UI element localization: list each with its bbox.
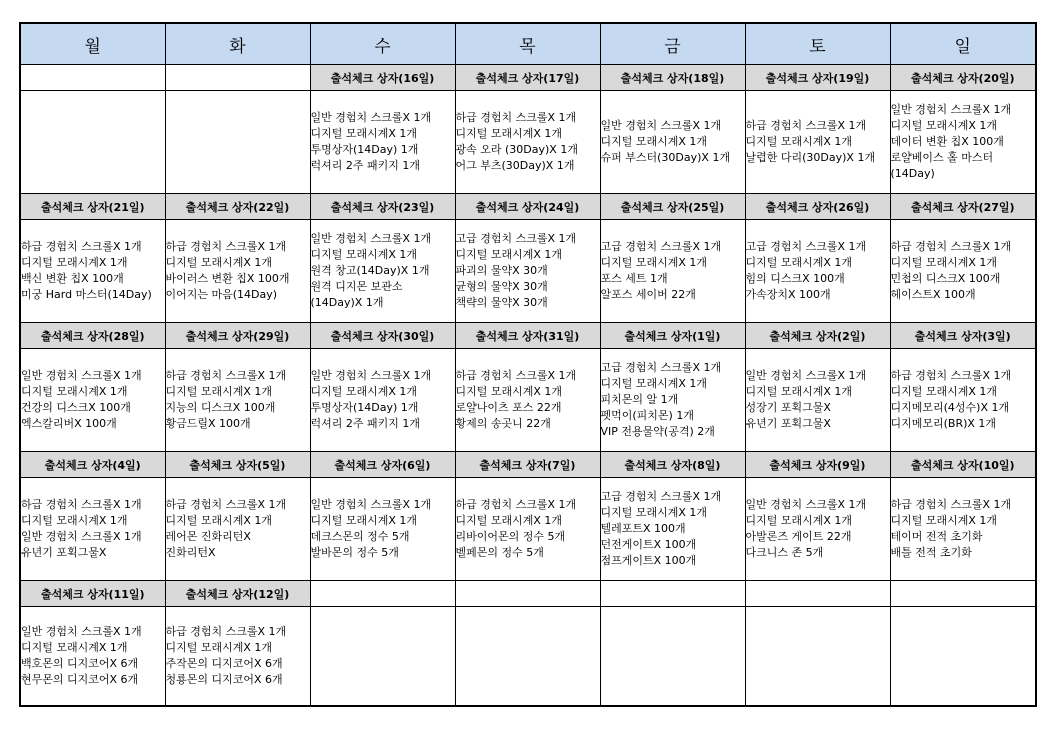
reward-item: 하급 경험치 스크롤X 1개: [21, 240, 142, 253]
reward-item: 발바몬의 정수 5개: [310, 546, 399, 559]
reward-list-cell: [310, 478, 455, 581]
reward-item: 디지털 모래시계X 1개: [455, 127, 563, 140]
reward-item: 포스 세트 1개: [600, 272, 668, 285]
attendance-box-label: 출석체크 상자(3일): [890, 323, 1036, 349]
reward-item: 일반 경험치 스크롤X 1개: [600, 119, 722, 132]
empty-label-cell: [890, 581, 1036, 607]
reward-list-cell: [745, 478, 890, 581]
reward-item: 데크스몬의 정수 5개: [310, 530, 410, 543]
reward-item: 하급 경험치 스크롤X 1개: [455, 111, 577, 124]
reward-item: 고급 경험치 스크롤X 1개: [600, 240, 722, 253]
reward-item: 레어몬 진화리턴X: [165, 530, 251, 543]
reward-item: 미궁 Hard 마스터(14Day): [21, 288, 152, 301]
reward-item: (14Day)X 1개: [310, 296, 384, 309]
reward-item: 어그 부츠(30Day)X 1개: [455, 159, 575, 172]
reward-list-cell: [455, 91, 600, 194]
attendance-calendar-table: [19, 22, 1037, 707]
reward-item: 지능의 디스크X 100개: [165, 401, 276, 414]
attendance-box-label: 출석체크 상자(23일): [310, 194, 455, 220]
empty-label-cell: [165, 65, 310, 91]
reward-item: 아발론즈 게이트 22개: [745, 530, 852, 543]
reward-list-cell: [165, 220, 310, 323]
week-content-row: [20, 478, 1036, 581]
empty-day-cell: [890, 607, 1036, 707]
reward-item: 디지털 모래시계X 1개: [165, 514, 273, 527]
reward-list-cell: [745, 349, 890, 452]
attendance-box-label: 출석체크 상자(18일): [600, 65, 745, 91]
reward-item: 로얄베이스 홀 마스터: [890, 151, 994, 164]
reward-list-cell: [600, 478, 745, 581]
reward-item: 고급 경험치 스크롤X 1개: [745, 240, 867, 253]
reward-item: 투명상자(14Day) 1개: [310, 401, 419, 414]
reward-list-cell: [455, 478, 600, 581]
week-label-row: [20, 65, 1036, 91]
weekday-header-thu: 목: [455, 23, 600, 65]
reward-item: 텔레포트X 100개: [600, 522, 686, 535]
reward-item: 디지털 모래시계X 1개: [600, 506, 708, 519]
attendance-box-label: 출석체크 상자(22일): [165, 194, 310, 220]
reward-item: 광속 오라 (30Day)X 1개: [455, 143, 578, 156]
attendance-box-label: 출석체크 상자(16일): [310, 65, 455, 91]
empty-day-cell: [165, 91, 310, 194]
reward-item: 럭셔리 2주 패키지 1개: [310, 159, 420, 172]
reward-item: 디지털 모래시계X 1개: [600, 256, 708, 269]
reward-item: 디지털 모래시계X 1개: [310, 127, 418, 140]
attendance-box-label: 출석체크 상자(31일): [455, 323, 600, 349]
reward-item: 일반 경험치 스크롤X 1개: [310, 232, 432, 245]
attendance-box-label: 출석체크 상자(6일): [310, 452, 455, 478]
reward-item: 일반 경험치 스크롤X 1개: [745, 369, 867, 382]
reward-list-cell: [600, 91, 745, 194]
weekday-header-tue: 화: [165, 23, 310, 65]
weekday-header-sun: 일: [890, 23, 1036, 65]
attendance-box-label: 출석체크 상자(21일): [20, 194, 165, 220]
empty-label-cell: [455, 581, 600, 607]
reward-item: 하급 경험치 스크롤X 1개: [165, 625, 287, 638]
reward-item: 디지털 모래시계X 1개: [455, 385, 563, 398]
reward-list-cell: [890, 220, 1036, 323]
week-content-row: [20, 349, 1036, 452]
reward-list-cell: [890, 349, 1036, 452]
reward-item: 책략의 물약X 30개: [455, 296, 548, 309]
attendance-box-label: 출석체크 상자(9일): [745, 452, 890, 478]
weekday-header-wed: 수: [310, 23, 455, 65]
attendance-box-label: 출석체크 상자(12일): [165, 581, 310, 607]
reward-item: 가속장치X 100개: [745, 288, 831, 301]
reward-item: (14Day): [890, 167, 935, 180]
reward-item: 고급 경험치 스크롤X 1개: [455, 232, 577, 245]
reward-list-cell: [455, 220, 600, 323]
reward-item: 디지털 모래시계X 1개: [890, 514, 998, 527]
attendance-box-label: 출석체크 상자(25일): [600, 194, 745, 220]
reward-item: 파괴의 물약X 30개: [455, 264, 548, 277]
reward-item: 진화리턴X: [165, 546, 216, 559]
reward-item: 일반 경험치 스크롤X 1개: [890, 103, 1012, 116]
reward-item: 일반 경험치 스크롤X 1개: [745, 498, 867, 511]
reward-list-cell: [165, 349, 310, 452]
reward-item: 디지털 모래시계X 1개: [165, 385, 273, 398]
reward-item: 피치몬의 알 1개: [600, 393, 679, 406]
reward-item: 리바이어몬의 정수 5개: [455, 530, 566, 543]
reward-item: 디지털 모래시계X 1개: [600, 135, 708, 148]
reward-item: 디지털 모래시계X 1개: [165, 256, 273, 269]
reward-list-cell: [310, 349, 455, 452]
reward-item: 하급 경험치 스크롤X 1개: [890, 240, 1012, 253]
empty-day-cell: [310, 607, 455, 707]
reward-list-cell: [455, 349, 600, 452]
reward-item: 펫먹이(피치몬) 1개: [600, 409, 694, 422]
calendar-body: [20, 65, 1036, 707]
reward-item: 힘의 디스크X 100개: [745, 272, 845, 285]
reward-item: 알포스 세이버 22개: [600, 288, 696, 301]
reward-item: 다크니스 존 5개: [745, 546, 824, 559]
empty-label-cell: [745, 581, 890, 607]
reward-item: 하급 경험치 스크롤X 1개: [165, 498, 287, 511]
attendance-box-label: 출석체크 상자(4일): [20, 452, 165, 478]
week-label-row: [20, 581, 1036, 607]
reward-item: 황금드릴X 100개: [165, 417, 251, 430]
attendance-box-label: 출석체크 상자(2일): [745, 323, 890, 349]
reward-item: 디지털 모래시계X 1개: [890, 385, 998, 398]
reward-item: 디지메모리(BR)X 1개: [890, 417, 997, 430]
reward-item: 원격 디지몬 보관소: [310, 280, 403, 293]
reward-item: 테이머 전적 초기화: [890, 530, 983, 543]
attendance-box-label: 출석체크 상자(27일): [890, 194, 1036, 220]
reward-item: 유년기 포획그물X: [745, 417, 831, 430]
reward-item: 디지털 모래시계X 1개: [745, 514, 853, 527]
reward-item: 일반 경험치 스크롤X 1개: [310, 369, 432, 382]
attendance-box-label: 출석체크 상자(19일): [745, 65, 890, 91]
reward-item: 주작몬의 디지코어X 6개: [165, 657, 283, 670]
reward-item: 하급 경험치 스크롤X 1개: [455, 369, 577, 382]
reward-item: 일반 경험치 스크롤X 1개: [310, 111, 432, 124]
attendance-box-label: 출석체크 상자(10일): [890, 452, 1036, 478]
weekday-header-mon: 월: [20, 23, 165, 65]
attendance-box-label: 출석체크 상자(1일): [600, 323, 745, 349]
week-content-row: [20, 220, 1036, 323]
reward-list-cell: [745, 91, 890, 194]
reward-item: 투명상자(14Day) 1개: [310, 143, 419, 156]
empty-label-cell: [600, 581, 745, 607]
reward-item: 일반 경험치 스크롤X 1개: [310, 498, 432, 511]
reward-item: 원격 창고(14Day)X 1개: [310, 264, 430, 277]
week-label-row: [20, 194, 1036, 220]
reward-list-cell: [600, 349, 745, 452]
reward-list-cell: [310, 91, 455, 194]
reward-list-cell: [165, 607, 310, 707]
reward-item: 하급 경험치 스크롤X 1개: [165, 369, 287, 382]
attendance-box-label: 출석체크 상자(29일): [165, 323, 310, 349]
week-content-row: [20, 607, 1036, 707]
reward-item: VIP 전용물약(공격) 2개: [600, 425, 715, 438]
reward-item: 배틀 전적 초기화: [890, 546, 972, 559]
reward-item: 로얄나이츠 포스 22개: [455, 401, 562, 414]
reward-item: 디지털 모래시계X 1개: [455, 248, 563, 261]
weekday-header-row: [20, 23, 1036, 65]
reward-list-cell: [890, 478, 1036, 581]
reward-item: 던전게이트X 100개: [600, 538, 697, 551]
reward-item: 날렵한 다리(30Day)X 1개: [745, 151, 876, 164]
reward-item: 하급 경험치 스크롤X 1개: [745, 119, 867, 132]
reward-item: 고급 경험치 스크롤X 1개: [600, 490, 722, 503]
reward-item: 디지털 모래시계X 1개: [21, 256, 128, 269]
reward-item: 바이러스 변환 칩X 100개: [165, 272, 290, 285]
reward-item: 백호몬의 디지코어X 6개: [21, 657, 139, 670]
attendance-box-label: 출석체크 상자(28일): [20, 323, 165, 349]
reward-item: 디지메모리(4성수)X 1개: [890, 401, 1010, 414]
reward-list-cell: [600, 220, 745, 323]
reward-item: 성장기 포획그물X: [745, 401, 831, 414]
attendance-box-label: 출석체크 상자(17일): [455, 65, 600, 91]
reward-list-cell: [20, 220, 165, 323]
reward-item: 청룡몬의 디지코어X 6개: [165, 673, 283, 686]
attendance-box-label: 출석체크 상자(24일): [455, 194, 600, 220]
attendance-box-label: 출석체크 상자(26일): [745, 194, 890, 220]
empty-day-cell: [600, 607, 745, 707]
reward-list-cell: [310, 220, 455, 323]
reward-list-cell: [745, 220, 890, 323]
reward-item: 디지털 모래시계X 1개: [310, 514, 418, 527]
empty-day-cell: [20, 91, 165, 194]
reward-item: 하급 경험치 스크롤X 1개: [165, 240, 287, 253]
reward-item: 민첩의 디스크X 100개: [890, 272, 1001, 285]
reward-item: 럭셔리 2주 패키지 1개: [310, 417, 420, 430]
reward-item: 디지털 모래시계X 1개: [745, 135, 853, 148]
reward-list-cell: [20, 478, 165, 581]
empty-day-cell: [745, 607, 890, 707]
reward-item: 하급 경험치 스크롤X 1개: [455, 498, 577, 511]
attendance-box-label: 출석체크 상자(5일): [165, 452, 310, 478]
reward-item: 디지털 모래시계X 1개: [21, 514, 128, 527]
reward-item: 현무몬의 디지코어X 6개: [21, 673, 139, 686]
reward-item: 디지털 모래시계X 1개: [455, 514, 563, 527]
reward-item: 하급 경험치 스크롤X 1개: [21, 498, 142, 511]
reward-item: 황제의 송곳니 22개: [455, 417, 551, 430]
attendance-box-label: 출석체크 상자(8일): [600, 452, 745, 478]
reward-list-cell: [165, 478, 310, 581]
reward-list-cell: [20, 349, 165, 452]
week-label-row: [20, 323, 1036, 349]
reward-item: 디지털 모래시계X 1개: [600, 377, 708, 390]
reward-item: 디지털 모래시계X 1개: [745, 385, 853, 398]
reward-item: 고급 경험치 스크롤X 1개: [600, 361, 722, 374]
reward-item: 헤이스트X 100개: [890, 288, 976, 301]
reward-item: 디지털 모래시계X 1개: [310, 248, 418, 261]
reward-item: 균형의 물약X 30개: [455, 280, 548, 293]
reward-item: 유년기 포획그물X: [21, 546, 107, 559]
reward-item: 디지털 모래시계X 1개: [310, 385, 418, 398]
reward-item: 디지털 모래시계X 1개: [165, 641, 273, 654]
reward-item: 디지털 모래시계X 1개: [21, 385, 128, 398]
reward-item: 백신 변환 칩X 100개: [21, 272, 124, 285]
reward-item: 슈퍼 부스터(30Day)X 1개: [600, 151, 731, 164]
reward-item: 하급 경험치 스크롤X 1개: [890, 369, 1012, 382]
reward-item: 디지털 모래시계X 1개: [21, 641, 128, 654]
reward-list-cell: [20, 607, 165, 707]
reward-item: 벨페몬의 정수 5개: [455, 546, 544, 559]
attendance-box-label: 출석체크 상자(7일): [455, 452, 600, 478]
week-content-row: [20, 91, 1036, 194]
reward-item: 점프게이트X 100개: [600, 554, 697, 567]
attendance-box-label: 출석체크 상자(20일): [890, 65, 1036, 91]
reward-item: 일반 경험치 스크롤X 1개: [21, 625, 142, 638]
weekday-header-fri: 금: [600, 23, 745, 65]
week-label-row: [20, 452, 1036, 478]
reward-item: 일반 경험치 스크롤X 1개: [21, 530, 142, 543]
reward-item: 건강의 디스크X 100개: [21, 401, 131, 414]
reward-item: 엑스칼리버X 100개: [21, 417, 117, 430]
reward-item: 일반 경험치 스크롤X 1개: [21, 369, 142, 382]
reward-item: 디지털 모래시계X 1개: [890, 256, 998, 269]
empty-label-cell: [310, 581, 455, 607]
reward-list-cell: [890, 91, 1036, 194]
reward-item: 디지털 모래시계X 1개: [890, 119, 998, 132]
weekday-header-sat: 토: [745, 23, 890, 65]
attendance-box-label: 출석체크 상자(11일): [20, 581, 165, 607]
reward-item: 하급 경험치 스크롤X 1개: [890, 498, 1012, 511]
reward-item: 디지털 모래시계X 1개: [745, 256, 853, 269]
reward-item: 데이터 변환 칩X 100개: [890, 135, 1004, 148]
attendance-box-label: 출석체크 상자(30일): [310, 323, 455, 349]
reward-item: 이어지는 마음(14Day): [165, 288, 278, 301]
empty-label-cell: [20, 65, 165, 91]
empty-day-cell: [455, 607, 600, 707]
